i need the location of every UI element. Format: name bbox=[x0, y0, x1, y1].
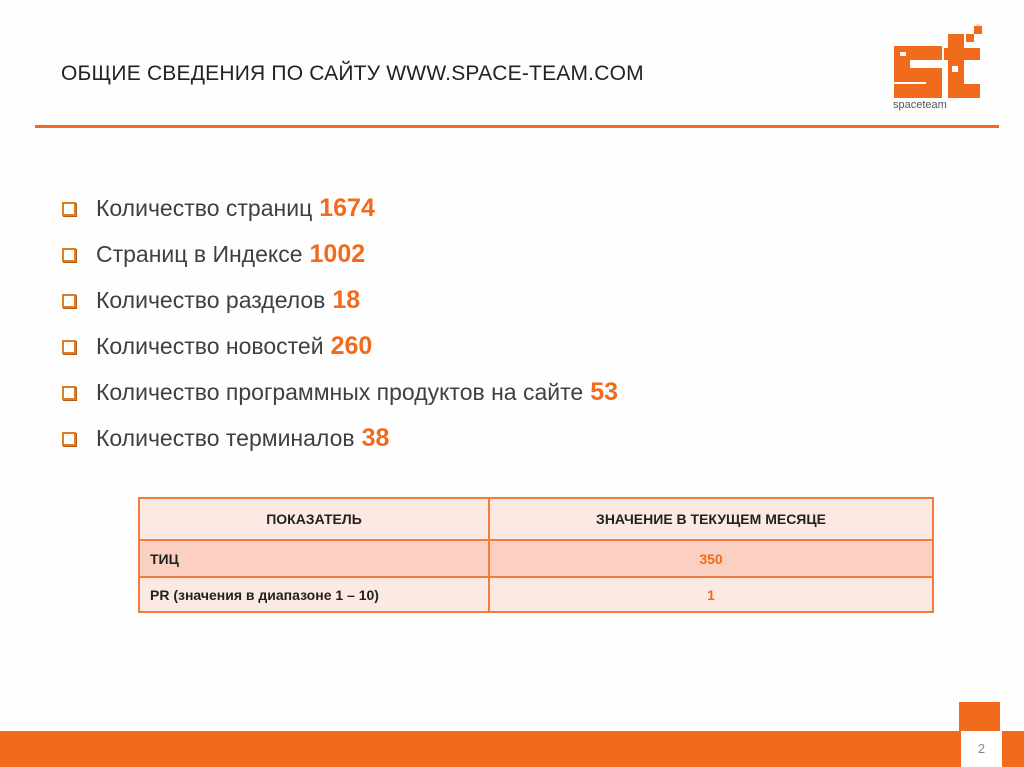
list-item bbox=[62, 415, 618, 461]
checkbox-square-icon bbox=[62, 340, 76, 354]
bullet-value: 53 bbox=[590, 377, 619, 406]
bullet-value: 1674 bbox=[319, 193, 375, 222]
bullet-label: Количество новостей bbox=[96, 332, 324, 359]
table-row bbox=[139, 540, 933, 577]
logo-registered-mark: ® bbox=[975, 23, 982, 33]
checkbox-square-icon bbox=[62, 294, 76, 308]
footer-corner-square bbox=[959, 702, 1000, 731]
table-header-row bbox=[139, 498, 933, 540]
bullet-label: Страниц в Индексе bbox=[96, 240, 303, 267]
list-item bbox=[62, 185, 618, 231]
stats-bullet-list bbox=[62, 185, 618, 461]
table-row bbox=[139, 577, 933, 612]
footer-bar bbox=[0, 731, 1024, 767]
list-item bbox=[62, 323, 618, 369]
bullet-value: 38 bbox=[361, 423, 390, 452]
table-cell-value: 350 bbox=[489, 540, 933, 577]
table-cell-value: 1 bbox=[489, 577, 933, 612]
bullet-label: Количество терминалов bbox=[96, 424, 355, 451]
checkbox-square-icon bbox=[62, 386, 76, 400]
list-item bbox=[62, 277, 618, 323]
table-header-cell: ПОКАЗАТЕЛЬ bbox=[139, 498, 489, 540]
slide-title: ОБЩИЕ СВЕДЕНИЯ ПО САЙТУ WWW.SPACE-TEAM.COM bbox=[61, 62, 644, 85]
table-cell-label: ТИЦ bbox=[139, 540, 489, 577]
list-item bbox=[62, 231, 618, 277]
bullet-value: 260 bbox=[330, 331, 373, 360]
checkbox-square-icon bbox=[62, 432, 76, 446]
list-item bbox=[62, 369, 618, 415]
bullet-value: 18 bbox=[332, 285, 361, 314]
title-divider bbox=[35, 125, 999, 128]
page-number: 2 bbox=[977, 741, 986, 756]
table-cell-label: PR (значения в диапазоне 1 – 10) bbox=[139, 577, 489, 612]
table-header-cell: ЗНАЧЕНИЕ В ТЕКУЩЕМ МЕСЯЦЕ bbox=[489, 498, 933, 540]
metrics-table bbox=[138, 497, 934, 613]
bullet-label: Количество разделов bbox=[96, 286, 326, 313]
bullet-label: Количество страниц bbox=[96, 194, 313, 221]
checkbox-square-icon bbox=[62, 202, 76, 216]
bullet-value: 1002 bbox=[309, 239, 366, 268]
bullet-label: Количество программных продуктов на сайте bbox=[96, 378, 584, 405]
logo-wordmark: spaceteam bbox=[893, 99, 947, 111]
checkbox-square-icon bbox=[62, 248, 76, 262]
